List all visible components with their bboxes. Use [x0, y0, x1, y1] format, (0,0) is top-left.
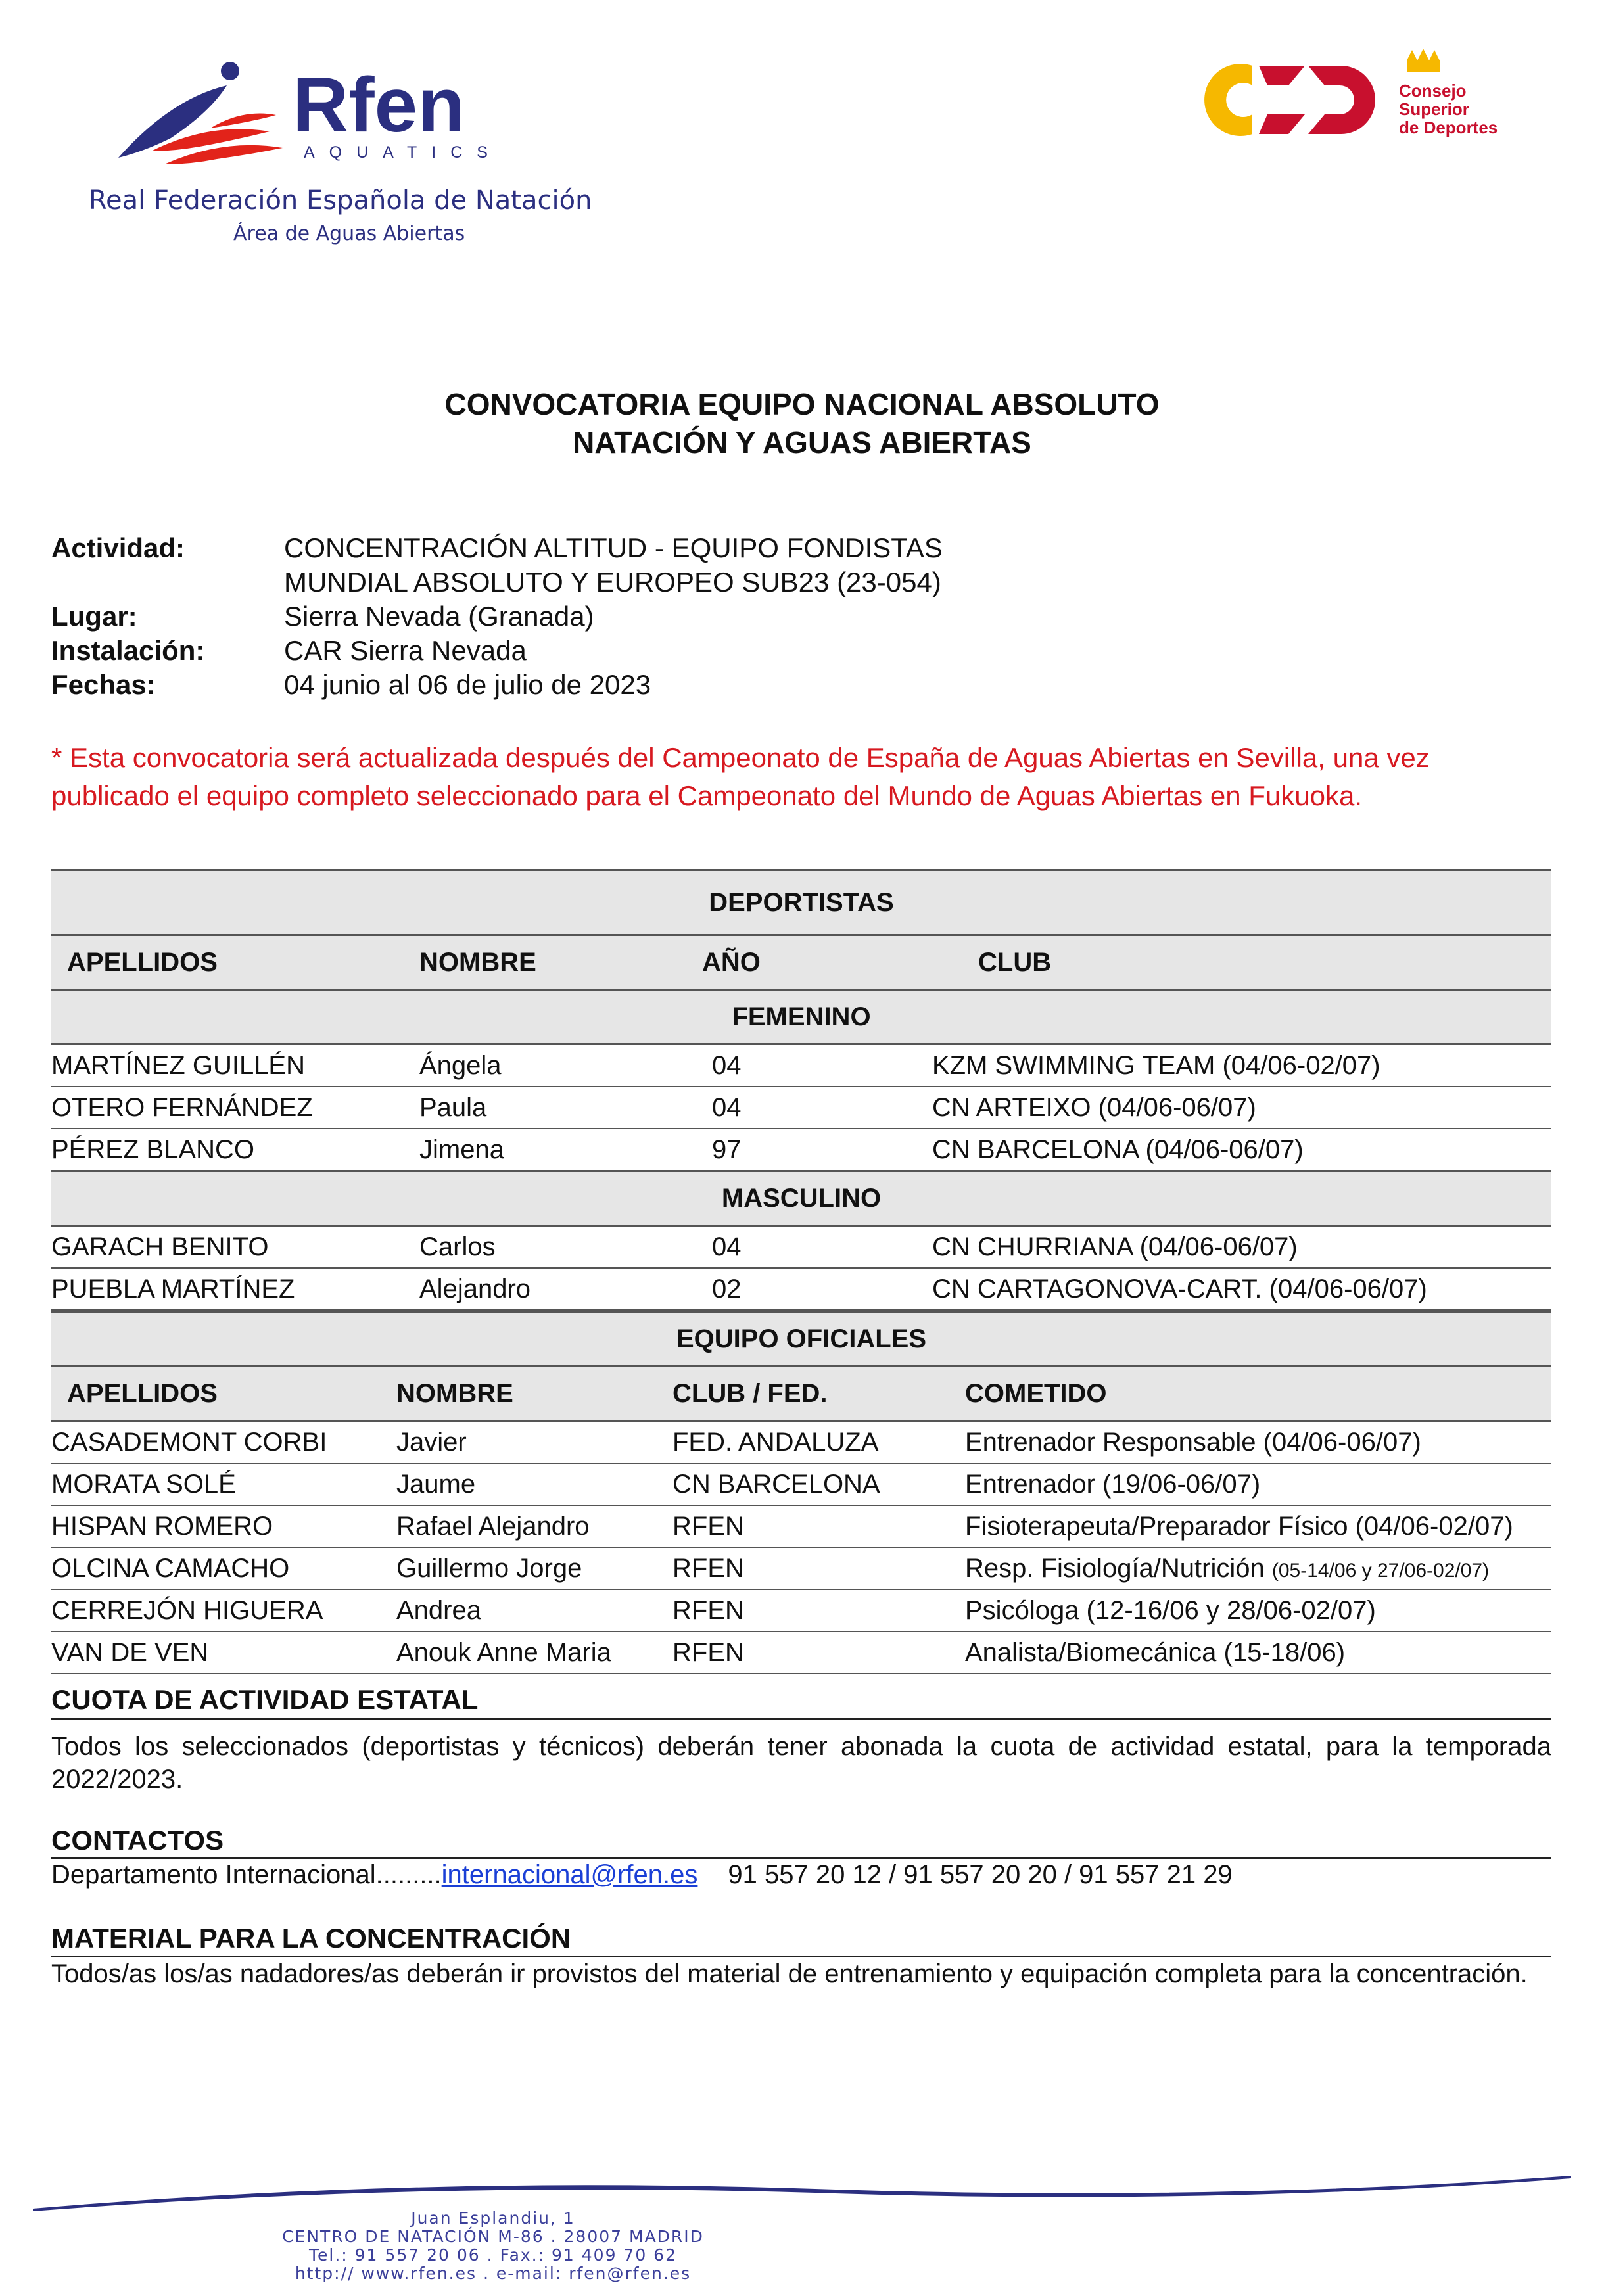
table-row: [51, 1631, 1551, 1674]
club-cell: CN CHURRIANA (04/06-06/07): [932, 1226, 1551, 1269]
table-row: [51, 1505, 1551, 1547]
cometido-cell: [965, 1547, 1551, 1589]
table-row: [51, 1087, 1551, 1129]
contact-phones: 91 557 20 12 / 91 557 20 20 / 91 557 21 29: [728, 1860, 1233, 1889]
csd-emblem-icon: [1204, 64, 1375, 136]
col-cometido: COMETIDO: [965, 1367, 1551, 1421]
masculino-heading: MASCULINO: [51, 1171, 1551, 1226]
cuota-rule: [51, 1718, 1551, 1720]
rfen-logo: [112, 59, 506, 177]
apellidos-cell: VAN DE VEN: [51, 1631, 396, 1674]
nombre-cell: Rafael Alejandro: [396, 1505, 672, 1547]
update-notice-line2: publicado el equipo completo seleccionado para el Campeonato del Mundo de Aguas Abiertas en Fukuoka.: [51, 780, 1363, 811]
contactos-title: CONTACTOS: [51, 1825, 224, 1856]
apellidos-cell: GARACH BENITO: [51, 1226, 419, 1269]
col-nombre: NOMBRE: [419, 935, 682, 990]
table-row: [51, 1268, 1551, 1310]
ano-cell: 97: [682, 1129, 932, 1171]
club-cell: KZM SWIMMING TEAM (04/06-02/07): [932, 1044, 1551, 1087]
fechas-label: Fechas:: [51, 669, 156, 700]
col-nombre: NOMBRE: [396, 1367, 672, 1421]
club-cell: FED. ANDALUZA: [672, 1421, 965, 1464]
footer-address: Juan Esplandiu, 1: [411, 2209, 575, 2228]
club-cell: CN CARTAGONOVA-CART. (04/06-06/07): [932, 1268, 1551, 1310]
contactos-label: Departamento Internacional.........: [51, 1860, 442, 1889]
nombre-cell: Carlos: [419, 1226, 682, 1269]
deportistas-heading: DEPORTISTAS: [51, 870, 1551, 935]
lugar-label: Lugar:: [51, 601, 137, 632]
cometido-cell: Entrenador Responsable (04/06-06/07): [965, 1421, 1551, 1464]
nombre-cell: Paula: [419, 1087, 682, 1129]
table-row: [51, 1226, 1551, 1269]
material-text: Todos/as los/as nadadores/as deberán ir provistos del material de entrenamiento y equipación completa para la concentración.: [51, 1959, 1528, 1988]
apellidos-cell: OTERO FERNÁNDEZ: [51, 1087, 419, 1129]
ano-cell: 04: [682, 1226, 932, 1269]
contactos-line: [51, 1860, 1233, 1890]
femenino-heading: FEMENINO: [51, 990, 1551, 1044]
federation-area: Área de Aguas Abiertas: [233, 222, 465, 245]
col-apellidos: APELLIDOS: [51, 935, 419, 990]
club-cell: RFEN: [672, 1589, 965, 1631]
lugar-value: Sierra Nevada (Granada): [284, 601, 594, 632]
table-row: [51, 1589, 1551, 1631]
apellidos-cell: CASADEMONT CORBI: [51, 1421, 396, 1464]
instalacion-label: Instalación:: [51, 635, 205, 666]
footer-phone: Tel.: 91 557 20 06 . Fax.: 91 409 70 62: [308, 2245, 677, 2264]
oficiales-heading: EQUIPO OFICIALES: [51, 1312, 1551, 1367]
col-club: CLUB: [932, 935, 1551, 990]
col-club-fed: CLUB / FED.: [672, 1367, 965, 1421]
cometido-cell: Fisioterapeuta/Preparador Físico (04/06-02/07): [965, 1505, 1551, 1547]
club-cell: CN BARCELONA: [672, 1463, 965, 1505]
club-cell: RFEN: [672, 1631, 965, 1674]
update-notice-line1: * Esta convocatoria será actualizada después del Campeonato de España de Aguas Abiertas en Sevilla, una vez: [51, 742, 1430, 773]
apellidos-cell: MORATA SOLÉ: [51, 1463, 396, 1505]
contactos-rule: [51, 1857, 1551, 1859]
ano-cell: 02: [682, 1268, 932, 1310]
svg-text:AQUATICS: AQUATICS: [304, 143, 502, 162]
ano-cell: 04: [682, 1087, 932, 1129]
apellidos-cell: CERREJÓN HIGUERA: [51, 1589, 396, 1631]
svg-text:Consejo: Consejo: [1399, 81, 1467, 101]
cometido-cell: Psicóloga (12-16/06 y 28/06-02/07): [965, 1589, 1551, 1631]
table-row: [51, 1129, 1551, 1171]
nombre-cell: Alejandro: [419, 1268, 682, 1310]
nombre-cell: Jaume: [396, 1463, 672, 1505]
svg-text:Rfen: Rfen: [293, 62, 465, 149]
actividad-label: Actividad:: [51, 532, 185, 563]
svg-text:Superior: Superior: [1399, 99, 1469, 119]
apellidos-cell: PUEBLA MARTÍNEZ: [51, 1268, 419, 1310]
contact-email-link[interactable]: internacional@rfen.es: [441, 1860, 698, 1889]
cuota-title: CUOTA DE ACTIVIDAD ESTATAL: [51, 1684, 479, 1715]
apellidos-cell: OLCINA CAMACHO: [51, 1547, 396, 1589]
table-row: [51, 1463, 1551, 1505]
club-cell: RFEN: [672, 1505, 965, 1547]
apellidos-cell: HISPAN ROMERO: [51, 1505, 396, 1547]
club-cell: CN BARCELONA (04/06-06/07): [932, 1129, 1551, 1171]
table-row: [51, 1547, 1551, 1589]
table-row: [51, 1044, 1551, 1087]
table-row: [51, 1421, 1551, 1464]
actividad-value-1: CONCENTRACIÓN ALTITUD - EQUIPO FONDISTAS: [284, 532, 943, 563]
apellidos-cell: PÉREZ BLANCO: [51, 1129, 419, 1171]
nombre-cell: Guillermo Jorge: [396, 1547, 672, 1589]
footer-web[interactable]: http:// www.rfen.es . e-mail: rfen@rfen.es: [295, 2264, 692, 2283]
federation-name: Real Federación Española de Natación: [89, 185, 592, 216]
nombre-cell: Andrea: [396, 1589, 672, 1631]
actividad-value-2: MUNDIAL ABSOLUTO Y EUROPEO SUB23 (23-054): [284, 567, 941, 597]
document-title-line1: CONVOCATORIA EQUIPO NACIONAL ABSOLUTO: [444, 387, 1160, 421]
material-title: MATERIAL PARA LA CONCENTRACIÓN: [51, 1923, 571, 1954]
nombre-cell: Ángela: [419, 1044, 682, 1087]
cometido-cell: Entrenador (19/06-06/07): [965, 1463, 1551, 1505]
col-apellidos: APELLIDOS: [51, 1367, 396, 1421]
nombre-cell: Anouk Anne Maria: [396, 1631, 672, 1674]
footer-center: CENTRO DE NATACIÓN M-86 . 28007 MADRID: [282, 2227, 704, 2246]
instalacion-value: CAR Sierra Nevada: [284, 635, 527, 666]
document-title-line2: NATACIÓN Y AGUAS ABIERTAS: [573, 425, 1031, 459]
club-cell: CN ARTEIXO (04/06-06/07): [932, 1087, 1551, 1129]
cometido-dates: (05-14/06 y 27/06-02/07): [1271, 1559, 1490, 1581]
club-cell: RFEN: [672, 1547, 965, 1589]
ano-cell: 04: [682, 1044, 932, 1087]
cometido-text: Resp. Fisiología/Nutrición: [965, 1553, 1265, 1583]
nombre-cell: Javier: [396, 1421, 672, 1464]
cuota-text: Todos los seleccionados (deportistas y técnicos) deberán tener abonada la cuota de actividad estatal, para la temporada 2022/2023.: [51, 1732, 1551, 1794]
svg-text:de Deportes: de Deportes: [1399, 118, 1498, 137]
col-ano: AÑO: [682, 935, 932, 990]
crown-icon: [1407, 49, 1440, 72]
fechas-value: 04 junio al 06 de julio de 2023: [284, 669, 651, 700]
csd-logo: [1190, 47, 1505, 152]
cometido-cell: Analista/Biomecánica (15-18/06): [965, 1631, 1551, 1674]
apellidos-cell: MARTÍNEZ GUILLÉN: [51, 1044, 419, 1087]
nombre-cell: Jimena: [419, 1129, 682, 1171]
swimmer-icon: [118, 62, 283, 164]
convocatoria-table: [51, 869, 1551, 1674]
